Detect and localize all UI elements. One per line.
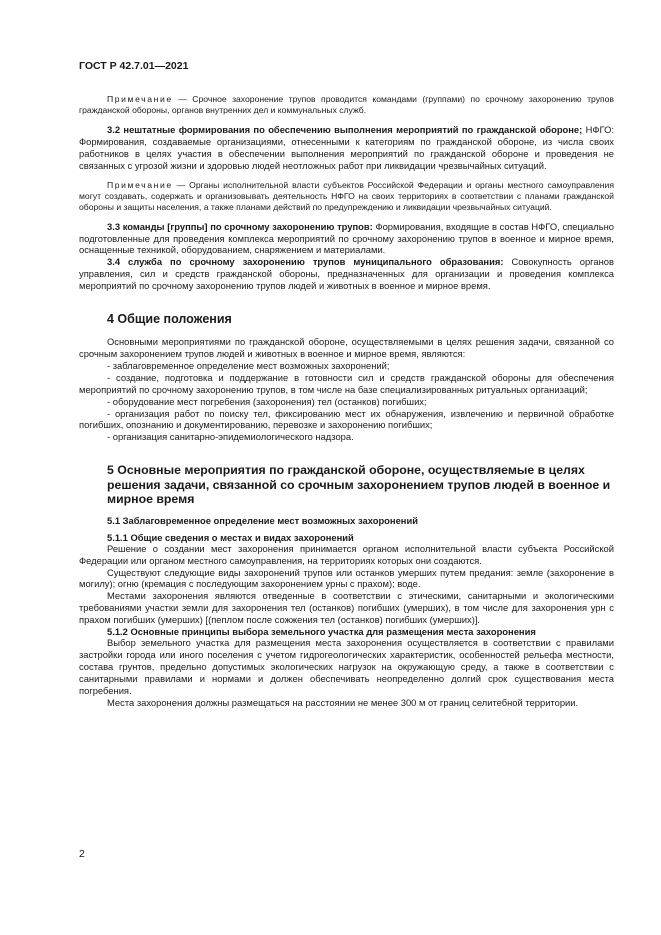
section-5-heading: 5 Основные мероприятия по гражданской обороне, осуществляемые в целях решения задачи, связанной со срочным захоронением трупов людей в военное и мирное время <box>107 463 611 507</box>
note-text: — Срочное захоронение трупов проводится командами (группами) по срочному захоронению трупов гражданской обороны, органов внутренних дел и коммунальных служб. <box>79 94 614 115</box>
paragraph: Места захоронения должны размещаться на расстоянии не менее 300 м от границ селитебной территории. <box>107 696 579 708</box>
note-paragraph <box>79 180 614 213</box>
list-item: - организация работ по поиску тел, фиксированию мест их обнаружения, извлечению и первичной обработке погибших, опознанию и документированию, перевозке и захоронению погибших; <box>79 407 614 431</box>
definition-text: НФГО: Формирования, создаваемые организациями, отнесенными к категориям по гражданской обороне, из числа своих работников в целях участия в обеспечении выполнения мероприятий по гражданской обороне и проведения не связанных с угрозой жизни и здоровью людей неотложных работ при ликвидации чрезвычайных ситуаций. <box>79 124 614 171</box>
note-paragraph <box>79 94 614 116</box>
definition-term: 3.2 нештатные формирования по обеспечению выполнения мероприятий по гражданской обороне; <box>107 124 583 135</box>
section-4-heading: 4 Общие положения <box>107 312 232 327</box>
list-item: - создание, подготовка и поддержание в готовности сил и средств гражданской обороны для обеспечения мероприятий по срочному захоронению трупов, в том числе на базе специализированных ритуальных организаций; <box>79 371 614 395</box>
list-item: - заблаговременное определение мест возможных захоронений; <box>107 359 390 371</box>
document-header: ГОСТ Р 42.7.01—2021 <box>79 60 189 72</box>
note-text: — Органы исполнительной власти субъектов Российской Федерации и органы местного самоуправления могут создавать, содержать и организовывать деятельность НФГО на своих территориях в соответствии с планами гражданской обороны и защиты населения, а также планами действий по предупреждению и ликвидации чрезвычайных ситуаций. <box>79 179 614 212</box>
definition-3-2 <box>79 124 614 172</box>
definition-text: Формирования, входящие в состав НФГО, специально подготовленные для проведения комплекса мероприятий по срочному захоронению трупов в военное и мирное время, оснащенные техникой, оборудованием, снаряжением и материалами. <box>79 220 614 256</box>
paragraph: Местами захоронения являются отведенные в соответствии с этическими, санитарными и экологическими требованиями участки земли для захоронения тел (останков) погибших (умерших), в том числе для захоронения урн с прахом погибших (умерших) [(пеплом после сожжения тел (останков) погибших (умерших)]. <box>79 590 614 626</box>
note-label: Примечание <box>107 179 173 190</box>
list-item: - организация санитарно-эпидемиологического надзора. <box>107 431 354 443</box>
page-number: 2 <box>79 848 85 860</box>
definition-term: 3.3 команды [группы] по срочному захоронению трупов: <box>107 220 373 232</box>
paragraph: Решение о создании мест захоронения принимается органом исполнительной власти субъекта Российской Федерации или органом местного самоуправления, на территориях которых они создаются. <box>79 542 614 566</box>
paragraph: Выбор земельного участка для размещения места захоронения осуществляется в соответствии с правилами застройки города или иного поселения с учетом гидрогеологических характеристик, особенностей рельефа местности, состава грунтов, предельно допустимых экологических нагрузок на окружающую среду, а также в соответствии с санитарными правилами и нормами и должен обеспечивать неопределенно долгий срок существования места погребения. <box>79 637 614 696</box>
definition-3-4 <box>79 256 614 292</box>
note-label: Примечание <box>107 94 173 104</box>
definition-3-3 <box>79 221 614 257</box>
subsection-5-1-heading: 5.1 Заблаговременное определение мест возможных захоронений <box>107 514 418 526</box>
paragraph: Существуют следующие виды захоронений трупов или останков умерших путем предания: земле (захоронение в могилу); огню (кремация с последующим захоронением урны с прахом); воде. <box>79 566 614 590</box>
section-4-intro: Основными мероприятиями по гражданской обороне, осуществляемыми в целях решения задачи, связанной со срочным захоронением трупов людей и животных в военное и мирное время, являются: <box>79 336 614 359</box>
list-item: - оборудование мест погребения (захоронения) тел (останков) погибших; <box>107 395 427 407</box>
definition-text: Совокупность органов управления, сил и средств гражданской обороны, предназначенных для организации и проведения комплекса мероприятий по срочному захоронению трупов людей и животных в военное и мирное время. <box>79 256 614 292</box>
document-body <box>79 94 614 709</box>
subsection-5-1-2-heading: 5.1.2 Основные принципы выбора земельного участка для размещения места захоронения <box>107 626 536 638</box>
subsection-5-1-1-heading: 5.1.1 Общие сведения о местах и видах захоронений <box>107 531 354 543</box>
definition-term: 3.4 служба по срочному захоронению трупов муниципального образования: <box>107 256 504 268</box>
